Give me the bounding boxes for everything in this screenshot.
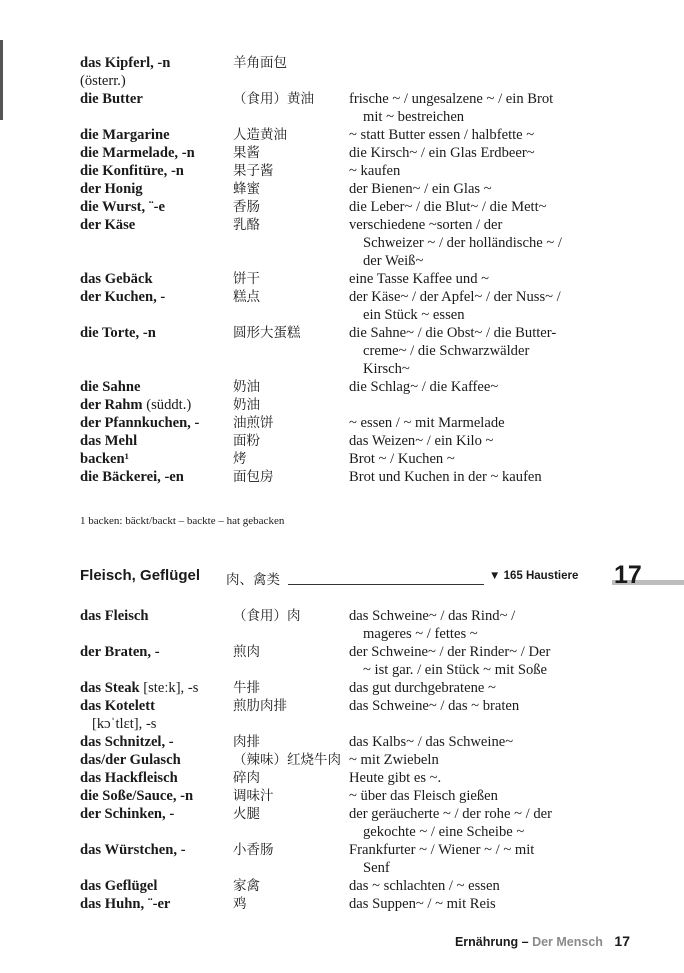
chinese-translation: （辣味）红烧牛肉 <box>233 752 341 768</box>
example-line: ~ statt Butter essen / halbfette ~ <box>349 127 535 143</box>
example-line: Schweizer ~ / der holländische ~ / <box>363 235 562 251</box>
example-line: gekochte ~ / eine Scheibe ~ <box>363 824 525 840</box>
german-term <box>80 216 233 270</box>
example-line: der geräucherte ~ / der rohe ~ / der <box>349 806 552 822</box>
german-word: das Kotelett <box>80 698 155 714</box>
chinese-translation: 火腿 <box>233 806 260 822</box>
vocab-entry <box>80 270 620 288</box>
chinese-translation: 煎肋肉排 <box>233 698 287 714</box>
example-line: das Kalbs~ / das Schweine~ <box>349 734 514 750</box>
german-word: die Wurst, ¨-e <box>80 199 165 215</box>
vocab-entry <box>80 679 620 697</box>
vocab-entry <box>80 607 620 643</box>
example-line: mit ~ bestreichen <box>363 109 465 125</box>
german-term <box>80 805 233 841</box>
german-term <box>80 324 233 378</box>
chinese-translation: 面包房 <box>233 469 274 485</box>
example-phrases <box>349 751 620 769</box>
example-phrases <box>349 324 620 378</box>
german-word: backen¹ <box>80 451 129 467</box>
example-phrases <box>349 769 620 787</box>
example-line: der Käse~ / der Apfel~ / der Nuss~ / <box>349 289 561 305</box>
german-term <box>80 787 233 805</box>
example-phrases <box>349 414 620 432</box>
german-note: (österr.) <box>80 73 126 89</box>
german-word: die Konfitüre, -n <box>80 163 184 179</box>
vocab-entry <box>80 54 620 90</box>
chinese-translation: 果酱 <box>233 145 260 161</box>
example-phrases <box>349 198 620 216</box>
footer-chapter: Ernährung – <box>454 935 529 949</box>
german-word: das Schnitzel, - <box>80 734 174 750</box>
section-number: 17 <box>614 561 642 589</box>
example-phrases <box>349 270 620 288</box>
page-footer <box>455 933 630 949</box>
example-phrases <box>349 54 620 90</box>
german-term <box>80 180 233 198</box>
vocab-entry <box>80 144 620 162</box>
example-line: der Schweine~ / der Rinder~ / Der <box>349 644 551 660</box>
german-term <box>80 162 233 180</box>
german-term <box>80 468 233 486</box>
example-phrases <box>349 216 620 270</box>
example-line: Brot ~ / Kuchen ~ <box>349 451 455 467</box>
vocab-entry <box>80 378 620 396</box>
german-word: die Butter <box>80 91 143 107</box>
example-line: die Sahne~ / die Obst~ / die Butter- <box>349 325 557 341</box>
chinese-translation: 碎肉 <box>233 770 260 786</box>
example-line: ein Stück ~ essen <box>363 307 465 323</box>
german-word: das Geflügel <box>80 878 158 894</box>
german-word: die Torte, -n <box>80 325 156 341</box>
vocab-entry <box>80 787 620 805</box>
german-word: die Margarine <box>80 127 170 143</box>
example-phrases <box>349 432 620 450</box>
section-header <box>80 561 684 589</box>
example-phrases <box>349 126 620 144</box>
german-word: das Würstchen, - <box>80 842 186 858</box>
german-term <box>80 769 233 787</box>
german-word: der Käse <box>80 217 136 233</box>
chinese-translation: 油煎饼 <box>233 415 274 431</box>
example-line: der Weiß~ <box>363 253 424 269</box>
german-term <box>80 396 233 414</box>
german-term <box>80 90 233 126</box>
german-word: der Pfannkuchen, - <box>80 415 200 431</box>
example-line: die Kirsch~ / ein Glas Erdbeer~ <box>349 145 535 161</box>
vocab-entry <box>80 643 620 679</box>
pronunciation: [kɔˈtlɛt], -s <box>92 716 157 732</box>
vocab-entry <box>80 468 620 486</box>
example-phrases <box>349 841 620 877</box>
example-phrases <box>349 288 620 324</box>
example-phrases <box>349 805 620 841</box>
german-term <box>80 432 233 450</box>
vocab-entry <box>80 450 620 468</box>
example-line: verschiedene ~sorten / der <box>349 217 503 233</box>
example-line: ~ kaufen <box>349 163 401 179</box>
example-line: ~ essen / ~ mit Marmelade <box>349 415 505 431</box>
vocab-entry <box>80 895 620 913</box>
vocab-entry <box>80 324 620 378</box>
example-line: Kirsch~ <box>363 361 410 377</box>
example-phrases <box>349 468 620 486</box>
vocabulary-list-bottom <box>80 607 620 913</box>
german-word: die Bäckerei, -en <box>80 469 184 485</box>
chinese-translation: 果子酱 <box>233 163 274 179</box>
german-term <box>80 126 233 144</box>
german-note: (süddt.) <box>146 397 192 413</box>
german-word: das/der Gulasch <box>80 752 181 768</box>
german-term <box>80 414 233 432</box>
chinese-translation: 乳酪 <box>233 217 260 233</box>
example-phrases <box>349 607 620 643</box>
vocab-entry <box>80 877 620 895</box>
german-word: der Braten, - <box>80 644 160 660</box>
german-term <box>80 607 233 643</box>
example-line: ~ ist gar. / ein Stück ~ mit Soße <box>363 662 548 678</box>
vocab-entry <box>80 733 620 751</box>
vocab-entry <box>80 162 620 180</box>
footnote: 1 backen: bäckt/backt – backte – hat gebacken <box>80 515 285 527</box>
vocabulary-list-top <box>80 54 620 486</box>
chinese-translation: 烤 <box>233 451 247 467</box>
vocab-entry <box>80 841 620 877</box>
section-rule <box>288 584 484 585</box>
german-term <box>80 54 233 90</box>
chinese-translation: 香肠 <box>233 199 260 215</box>
german-word: die Marmelade, -n <box>80 145 195 161</box>
german-word: das Kipferl, -n <box>80 55 171 71</box>
example-line: Senf <box>363 860 390 876</box>
vocab-entry <box>80 751 620 769</box>
german-term <box>80 679 233 697</box>
example-phrases <box>349 396 620 414</box>
chinese-translation: 饼干 <box>233 271 260 287</box>
example-line: frische ~ / ungesalzene ~ / ein Brot <box>349 91 554 107</box>
vocab-entry <box>80 180 620 198</box>
german-term <box>80 288 233 324</box>
example-phrases <box>349 877 620 895</box>
example-phrases <box>349 895 620 913</box>
cross-reference-link[interactable]: ▼ 165 Haustiere <box>489 570 579 582</box>
german-term <box>80 450 233 468</box>
example-phrases <box>349 697 620 733</box>
chinese-translation: 调味汁 <box>233 788 274 804</box>
german-term <box>80 697 233 733</box>
german-term <box>80 198 233 216</box>
example-line: das ~ schlachten / ~ essen <box>349 878 500 894</box>
example-line: die Schlag~ / die Kaffee~ <box>349 379 499 395</box>
example-phrases <box>349 679 620 697</box>
example-line: mageres ~ / fettes ~ <box>363 626 478 642</box>
example-phrases <box>349 643 620 679</box>
german-term <box>80 378 233 396</box>
page-edge-mark <box>0 40 3 120</box>
example-line: das Weizen~ / ein Kilo ~ <box>349 433 494 449</box>
german-word: der Schinken, - <box>80 806 175 822</box>
chinese-translation: 奶油 <box>233 397 260 413</box>
vocab-entry <box>80 216 620 270</box>
example-line: das Schweine~ / das Rind~ / <box>349 608 516 624</box>
section-title: Fleisch, Geflügel <box>80 567 201 584</box>
german-term <box>80 643 233 679</box>
example-line: ~ mit Zwiebeln <box>349 752 439 768</box>
example-line: der Bienen~ / ein Glas ~ <box>349 181 492 197</box>
german-word: das Steak <box>80 680 140 696</box>
chinese-translation: （食用）黄油 <box>233 91 314 107</box>
german-term <box>80 751 233 769</box>
example-phrases <box>349 450 620 468</box>
chinese-translation: 牛排 <box>233 680 260 696</box>
vocab-entry <box>80 126 620 144</box>
german-term <box>80 144 233 162</box>
german-word: die Sahne <box>80 379 141 395</box>
german-word: das Fleisch <box>80 608 149 624</box>
german-word: die Soße/Sauce, -n <box>80 788 194 804</box>
chinese-translation: 肉排 <box>233 734 260 750</box>
pronunciation: [steːk], -s <box>143 680 199 696</box>
example-line: ~ über das Fleisch gießen <box>349 788 498 804</box>
german-term <box>80 841 233 877</box>
german-word: das Mehl <box>80 433 138 449</box>
chinese-translation: 鸡 <box>233 896 247 912</box>
chinese-translation: 煎肉 <box>233 644 260 660</box>
example-phrases <box>349 733 620 751</box>
chinese-translation: 奶油 <box>233 379 260 395</box>
example-phrases <box>349 378 620 396</box>
chinese-translation: 糕点 <box>233 289 260 305</box>
vocab-entry <box>80 396 620 414</box>
chinese-translation: 人造黄油 <box>233 127 287 143</box>
example-phrases <box>349 144 620 162</box>
vocab-entry <box>80 198 620 216</box>
german-term <box>80 895 233 913</box>
german-word: der Rahm <box>80 397 143 413</box>
vocab-entry <box>80 414 620 432</box>
german-word: der Honig <box>80 181 143 197</box>
german-term <box>80 270 233 288</box>
chinese-translation: 蜂蜜 <box>233 181 260 197</box>
chinese-translation: 羊角面包 <box>233 55 287 71</box>
footer-section: Der Mensch <box>532 935 603 949</box>
example-line: das Suppen~ / ~ mit Reis <box>349 896 496 912</box>
section-title-chinese: 肉、禽类 <box>226 572 280 588</box>
german-term <box>80 877 233 895</box>
german-term <box>80 733 233 751</box>
vocab-entry <box>80 805 620 841</box>
chinese-translation: （食用）肉 <box>233 608 301 624</box>
vocab-entry <box>80 432 620 450</box>
chinese-translation: 圆形大蛋糕 <box>233 325 301 341</box>
example-line: das Schweine~ / das ~ braten <box>349 698 520 714</box>
example-line: Heute gibt es ~. <box>349 770 442 786</box>
example-line: die Leber~ / die Blut~ / die Mett~ <box>349 199 547 215</box>
example-line: das gut durchgebratene ~ <box>349 680 496 696</box>
german-word: das Hackfleisch <box>80 770 178 786</box>
vocab-entry <box>80 90 620 126</box>
german-word: das Gebäck <box>80 271 153 287</box>
example-phrases <box>349 90 620 126</box>
vocab-entry <box>80 697 620 733</box>
example-phrases <box>349 180 620 198</box>
chinese-translation: 家禽 <box>233 878 260 894</box>
vocab-entry <box>80 288 620 324</box>
german-word: der Kuchen, - <box>80 289 166 305</box>
chinese-translation: 面粉 <box>233 433 260 449</box>
example-phrases <box>349 162 620 180</box>
page-number: 17 <box>614 933 630 949</box>
example-line: Brot und Kuchen in der ~ kaufen <box>349 469 542 485</box>
chinese-translation: 小香肠 <box>233 842 274 858</box>
example-line: creme~ / die Schwarzwälder <box>363 343 530 359</box>
example-line: eine Tasse Kaffee und ~ <box>349 271 490 287</box>
example-phrases <box>349 787 620 805</box>
example-line: Frankfurter ~ / Wiener ~ / ~ mit <box>349 842 535 858</box>
german-word: das Huhn, ¨-er <box>80 896 171 912</box>
vocab-entry <box>80 769 620 787</box>
